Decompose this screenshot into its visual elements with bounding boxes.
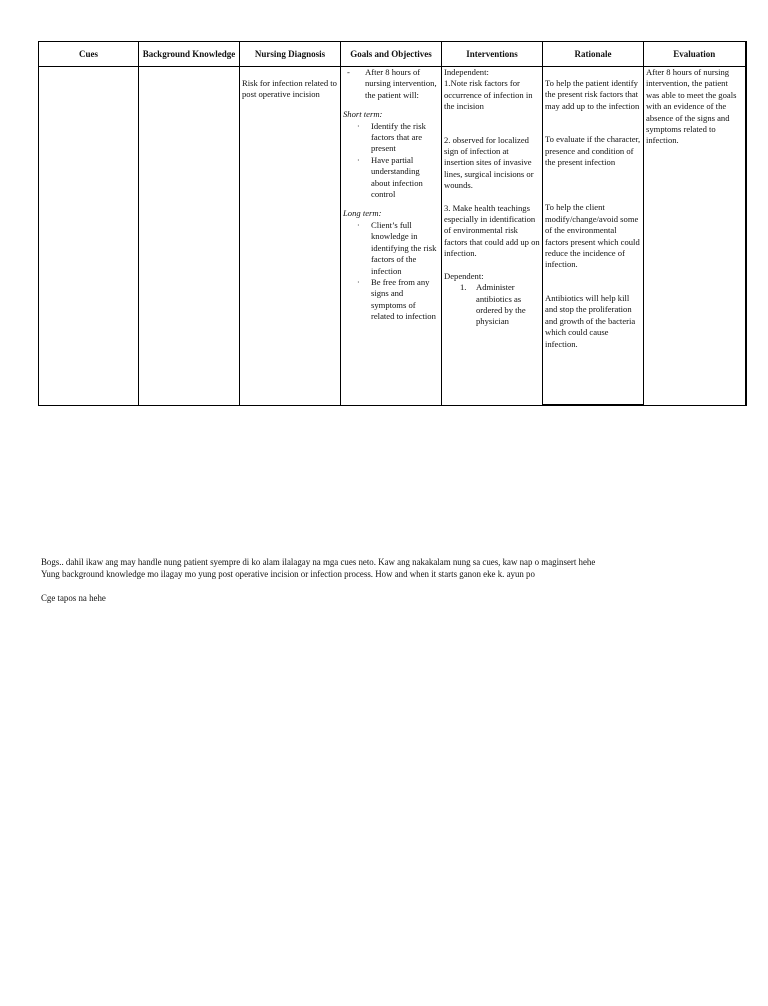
header-evaluation: Evaluation	[644, 42, 746, 67]
dependent-item	[460, 282, 540, 328]
rationale-item: To help the patient identify the present risk factors that may add up to the infection	[545, 78, 640, 111]
bullet-marker: ·	[357, 220, 360, 230]
nursing-diagnosis-cell	[240, 67, 341, 406]
rationale-item: To evaluate if the character, presence and condition of the present infection	[545, 134, 641, 168]
long-term-label: Long term:	[343, 208, 382, 219]
goals-intro	[343, 67, 439, 101]
evaluation-text: After 8 hours of nursing intervention, the patient was able to meet the goals with an evidence of the absence of the signs and symptoms related to infection.	[646, 67, 737, 146]
long-term-item	[357, 277, 439, 323]
diagnosis-text: Risk for infection related to post operative incision	[242, 78, 337, 100]
header-cues: Cues	[39, 42, 139, 67]
header-interventions: Interventions	[442, 42, 543, 67]
short-term-item-text: Have partial understanding about infection control	[371, 154, 423, 200]
goals-objectives-cell	[341, 67, 442, 406]
header-nursing-diagnosis: Nursing Diagnosis	[240, 42, 341, 67]
bullet-marker: ·	[357, 121, 360, 131]
background-knowledge-cell	[139, 67, 240, 406]
intervention-item: 1.Note risk factors for occurrence of infection in the incision	[444, 78, 533, 112]
intervention-item: 3. Make health teachings especially in identification of environmental risk factors that could add up on infection.	[444, 202, 540, 259]
long-term-item	[357, 220, 439, 277]
notes-block	[41, 556, 741, 604]
short-term-item	[357, 155, 439, 201]
note-line: Yung background knowledge mo ilagay mo yung post operative incision or infection process. How and when it starts ganon eke k. ayun po	[41, 569, 535, 579]
care-plan-row	[39, 67, 746, 406]
bullet-marker: ·	[357, 277, 360, 287]
nursing-care-plan-table	[38, 41, 747, 406]
dash-marker: -	[347, 67, 350, 77]
rationale-item: Antibiotics will help kill and stop the proliferation and growth of the bacteria which could cause infection.	[545, 292, 636, 349]
dependent-item-text: Administer antibiotics as ordered by the physician	[476, 282, 526, 327]
goals-intro-text: After 8 hours of nursing intervention, the patient will:	[365, 67, 437, 100]
header-rationale: Rationale	[543, 42, 644, 67]
long-term-item-text: Client’s full knowledge in identifying the risk factors of the infection	[371, 219, 437, 276]
short-term-item	[357, 121, 439, 155]
rationale-cell	[543, 67, 644, 406]
cues-cell	[39, 67, 139, 406]
short-term-item-text: Identify the risk factors that are present	[371, 120, 426, 154]
header-goals-objectives: Goals and Objectives	[341, 42, 442, 67]
note-line: Bogs.. dahil ikaw ang may handle nung patient syempre di ko alam ilalagay na mga cues neto. Kaw ang nakakalam nung sa cues, kaw nap o maginsert hehe	[41, 557, 596, 567]
header-row	[39, 42, 746, 67]
bullet-marker: ·	[357, 155, 360, 165]
interventions-cell	[442, 67, 543, 406]
short-term-label: Short term:	[343, 109, 383, 120]
rationale-item: To help the client modify/change/avoid some of the environmental factors present which could reduce the incidence of infection.	[545, 202, 640, 270]
evaluation-cell	[644, 67, 746, 406]
note-line: Cge tapos na hehe	[41, 593, 106, 603]
intervention-item: 2. observed for localized sign of infection at insertion sites of invasive lines, surgical incisions or wounds.	[444, 134, 534, 191]
dependent-label: Dependent:	[444, 270, 484, 281]
number-marker: 1.	[460, 282, 467, 293]
independent-label: Independent:	[444, 67, 489, 77]
header-background-knowledge: Background Knowledge	[139, 42, 240, 67]
long-term-item-text: Be free from any signs and symptoms of related to infection	[371, 276, 436, 322]
